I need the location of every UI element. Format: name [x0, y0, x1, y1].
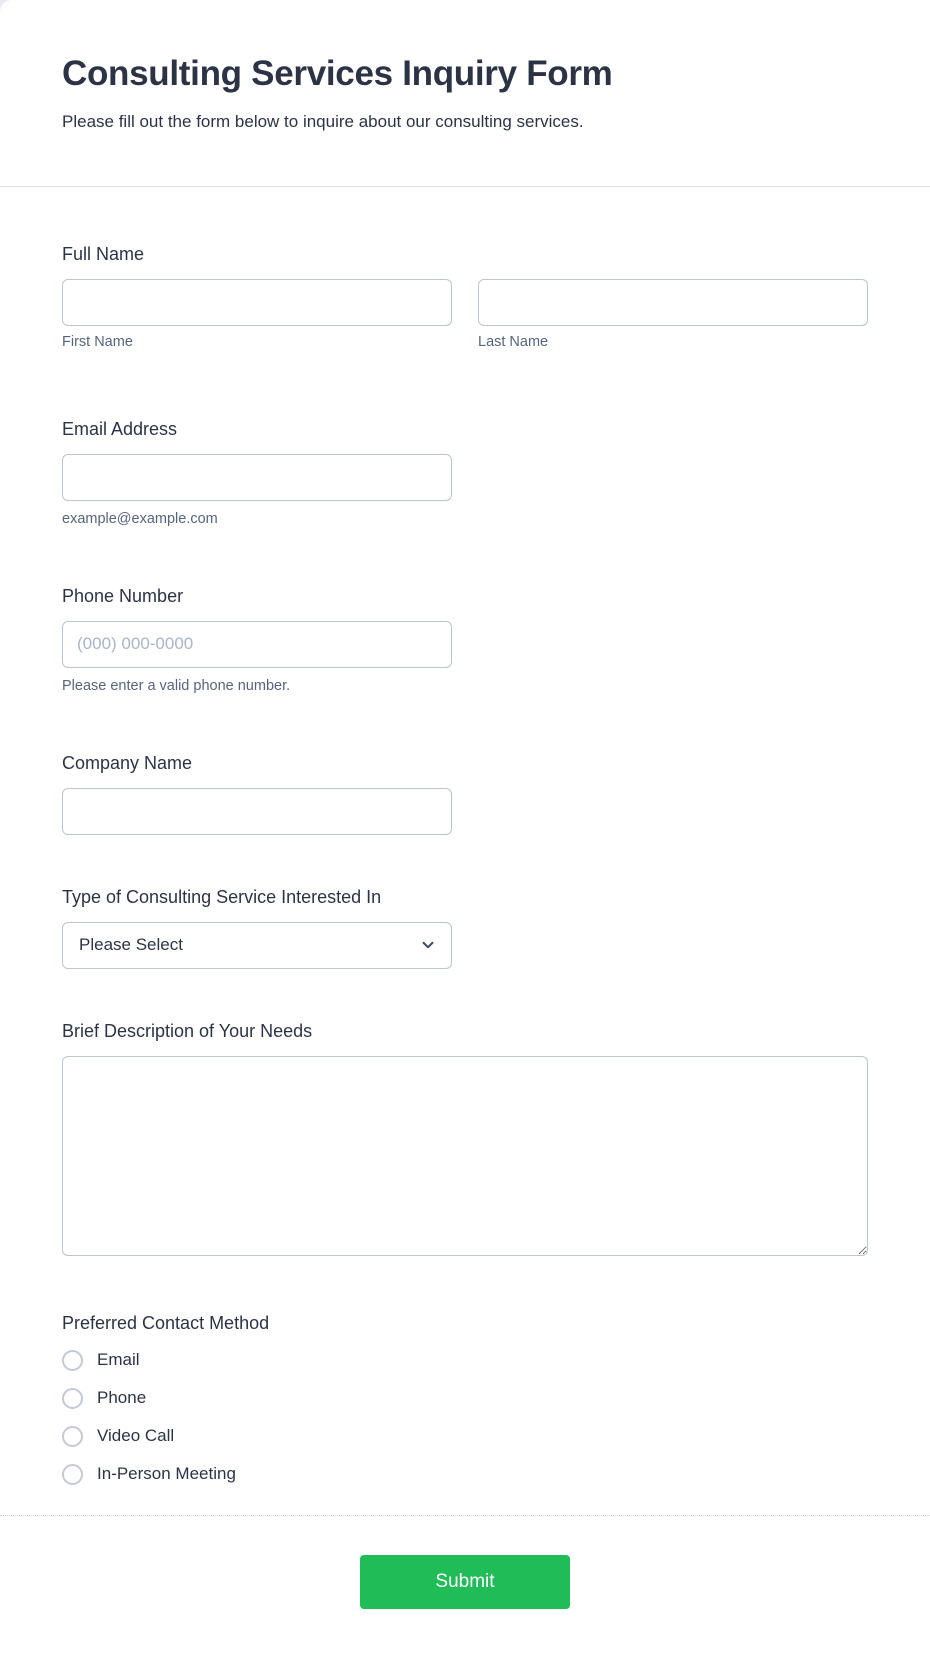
radio-circle-icon[interactable]: [62, 1350, 83, 1371]
company-label: Company Name: [62, 752, 193, 773]
email-hint: example@example.com: [62, 510, 218, 527]
submit-row: [0, 1516, 930, 1664]
service-type-label: Type of Consulting Service Interested In: [62, 886, 382, 907]
description-textarea[interactable]: [62, 1056, 868, 1256]
submit-button[interactable]: Submit: [360, 1555, 570, 1609]
name-row: [62, 279, 868, 351]
form-subtitle: Please fill out the form below to inquire about our consulting services.: [62, 111, 584, 131]
radio-label: In-Person Meeting: [97, 1464, 236, 1484]
question-description: [62, 1019, 868, 1261]
last-name-input[interactable]: [478, 279, 868, 326]
radio-option-phone[interactable]: [62, 1388, 868, 1409]
form-header: [0, 0, 930, 187]
form-title: Consulting Services Inquiry Form: [62, 54, 613, 93]
contact-method-options: [62, 1350, 868, 1485]
phone-label: Phone Number: [62, 585, 184, 606]
contact-method-label: Preferred Contact Method: [62, 1312, 270, 1333]
radio-option-email[interactable]: [62, 1350, 868, 1371]
form-body: [0, 187, 930, 1485]
last-name-sublabel: Last Name: [478, 333, 549, 350]
service-type-select[interactable]: [62, 922, 452, 969]
radio-option-in-person[interactable]: [62, 1464, 868, 1485]
email-input[interactable]: [62, 454, 452, 501]
chevron-down-icon: [419, 936, 437, 954]
radio-label: Email: [97, 1350, 140, 1370]
first-name-col: [62, 279, 452, 351]
first-name-sublabel: First Name: [62, 333, 133, 350]
first-name-input[interactable]: [62, 279, 452, 326]
service-type-selected-value: Please Select: [79, 935, 183, 955]
full-name-label: Full Name: [62, 243, 145, 264]
description-label: Brief Description of Your Needs: [62, 1020, 313, 1041]
phone-hint: Please enter a valid phone number.: [62, 677, 291, 694]
radio-circle-icon[interactable]: [62, 1388, 83, 1409]
question-company: [62, 751, 868, 835]
question-service-type: [62, 885, 868, 969]
radio-circle-icon[interactable]: [62, 1426, 83, 1447]
question-full-name: [62, 242, 868, 351]
phone-input[interactable]: [62, 621, 452, 668]
radio-label: Video Call: [97, 1426, 175, 1446]
question-phone: [62, 584, 868, 695]
company-input[interactable]: [62, 788, 452, 835]
radio-label: Phone: [97, 1388, 147, 1408]
question-email: [62, 417, 868, 528]
last-name-col: [478, 279, 868, 351]
question-contact-method: [62, 1311, 868, 1485]
email-label: Email Address: [62, 418, 178, 439]
radio-circle-icon[interactable]: [62, 1464, 83, 1485]
radio-option-video-call[interactable]: [62, 1426, 868, 1447]
